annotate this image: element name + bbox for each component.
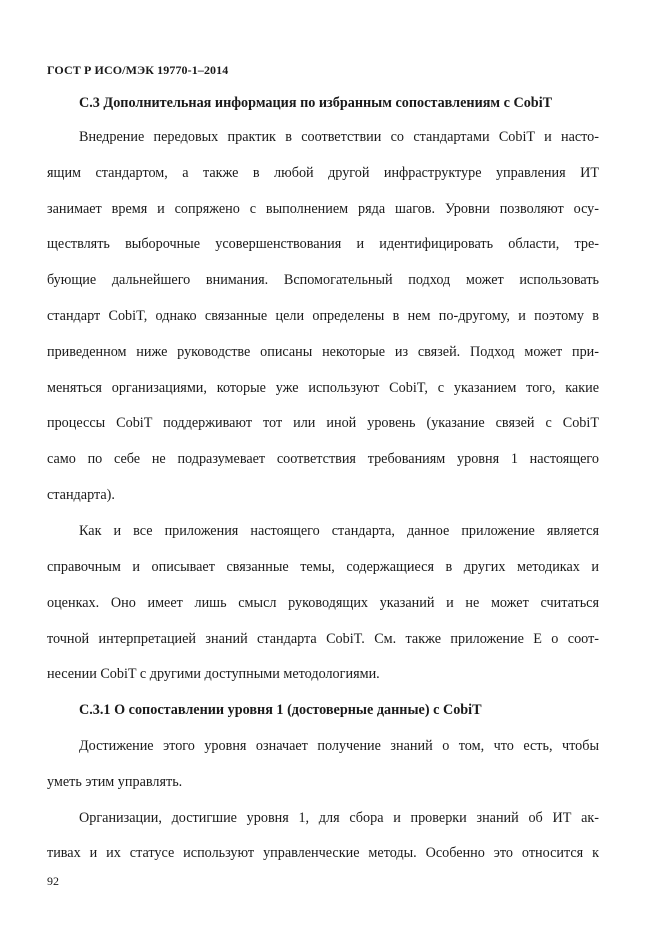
paragraph-line: уметь этим управлять.	[47, 774, 183, 790]
paragraph-line: занимает время и сопряжено с выполнением ряда шагов. Уровни позволяют осу-	[47, 201, 599, 217]
paragraph-line: точной интерпретацией знаний стандарта CobiT. См. также приложение Е о соот-	[47, 631, 599, 647]
paragraph-line: несении CobiT с другими доступными методологиями.	[47, 666, 380, 682]
paragraph-line: меняться организациями, которые уже используют CobiT, с указанием того, какие	[47, 380, 599, 396]
document-header: ГОСТ Р ИСО/МЭК 19770-1–2014	[47, 63, 229, 77]
paragraph-line: приведенном ниже руководстве описаны некоторые из связей. Подход может при-	[47, 344, 599, 360]
paragraph-line: Как и все приложения настоящего стандарта, данное приложение является	[79, 523, 599, 539]
paragraph-line: тивах и их статусе используют управленческие методы. Особенно это относится к	[47, 845, 599, 861]
paragraph-line: бующие дальнейшего внимания. Вспомогательный подход может использовать	[47, 272, 599, 288]
paragraph-line: справочным и описывает связанные темы, содержащиеся в других методиках и	[47, 559, 599, 575]
paragraph-line: оценках. Оно имеет лишь смысл руководящих указаний и не может считаться	[47, 595, 599, 611]
page-number: 92	[47, 874, 59, 888]
paragraph-line: стандарт CobiT, однако связанные цели определены в нем по-другому, и поэтому в	[47, 308, 599, 324]
paragraph-line: Внедрение передовых практик в соответствии со стандартами CobiT и насто-	[79, 129, 599, 145]
paragraph-line: само по себе не подразумевает соответствия требованиям уровня 1 настоящего	[47, 451, 599, 467]
paragraph-line: ществлять выборочные усовершенствования и идентифицировать области, тре-	[47, 236, 599, 252]
paragraph-line: Организации, достигшие уровня 1, для сбора и проверки знаний об ИТ ак-	[79, 810, 599, 826]
section-heading-c3-1: С.3.1 О сопоставлении уровня 1 (достоверные данные) с CobiT	[79, 702, 482, 718]
paragraph-line: процессы CobiT поддерживают тот или иной уровень (указание связей с CobiT	[47, 415, 599, 431]
section-heading-c3: С.3 Дополнительная информация по избранным сопоставлениям с CobiT	[79, 95, 553, 111]
paragraph-line: ящим стандартом, а также в любой другой инфраструктуре управления ИТ	[47, 165, 599, 181]
paragraph-line: Достижение этого уровня означает получение знаний о том, что есть, чтобы	[79, 738, 599, 754]
paragraph-line: стандарта).	[47, 487, 115, 503]
